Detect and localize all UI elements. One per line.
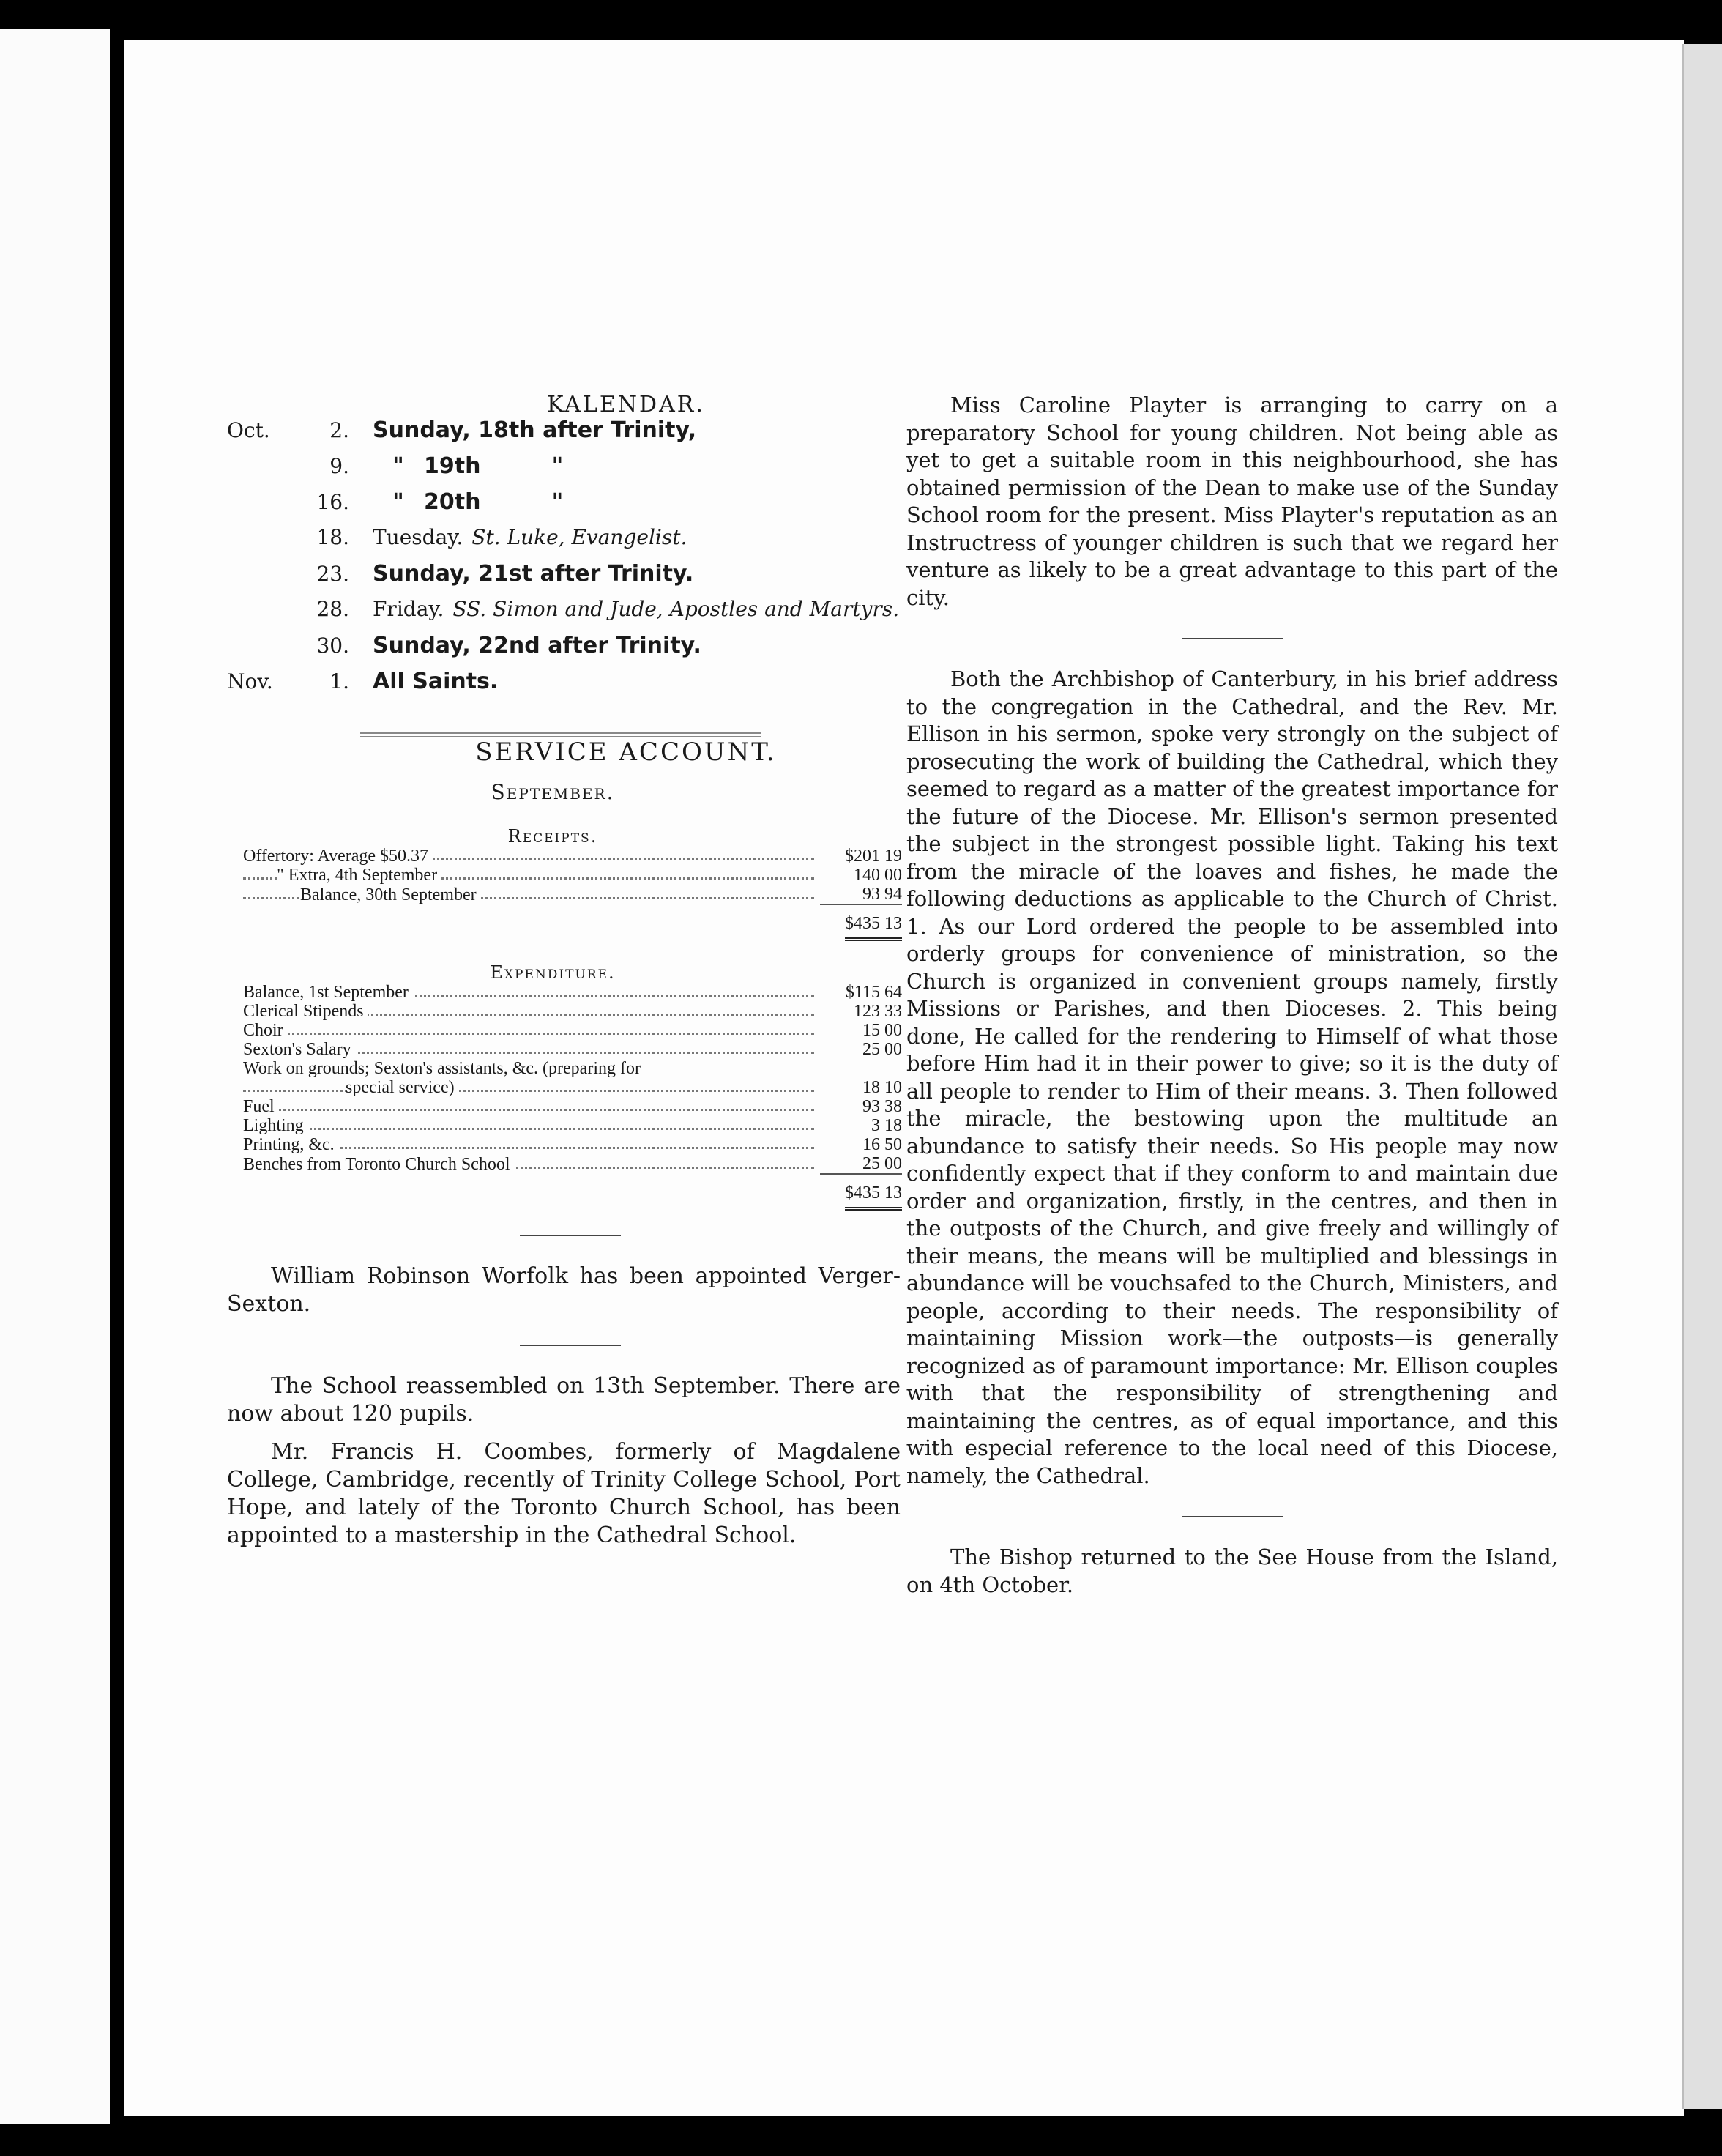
table-row	[243, 847, 902, 866]
expenditure-amount: 93 38	[862, 1097, 902, 1116]
receipt-label: Balance, 30th September	[300, 885, 481, 904]
expenditure-amount: 123 33	[854, 1002, 902, 1021]
receipt-label: Offertory: Average $50.37	[243, 847, 433, 866]
divider	[1182, 1516, 1283, 1517]
kalendar-sunday	[373, 489, 583, 515]
kalendar-day: 30.	[316, 633, 349, 658]
table-row	[243, 885, 902, 904]
service-account-month: September.	[491, 780, 615, 804]
table-row	[243, 1002, 902, 1021]
paragraph: William Robinson Worfolk has been appointed Verger-Sexton.	[227, 1263, 901, 1317]
ditto-mark: "	[392, 453, 404, 479]
expenditure-label: Clerical Stipends	[243, 1002, 368, 1021]
receipt-amount: 93 94	[862, 885, 902, 904]
kalendar-day: 28.	[316, 597, 349, 621]
paragraph: Both the Archbishop of Canterbury, in his brief address to the congregation in the Cathedral, and the Rev. Mr. Ellison in his sermon, spoke very strongly on the subject of prosecuting the work of building the Cathedral, which they seemed to regard as a matter of the greatest importance for the future of the Diocese. Mr. Ellison's sermon presented the subject in the strongest possible light. Taking his text from the miracle of the loaves and fishes, he made the following deductions as applicable to the Church of Christ. 1. As our Lord ordered the people to be assembled into orderly groups for convenience of ministration, so the Church is organized in convenient groups namely, firstly Missions or Parishes, and then Dioceses. 2. This being done, He called for the rendering to Himself of what those before Him had it in their power to give; so it is the duty of all people to render to Him of their means. 3. Then followed the miracle, the bestowing upon the multitude an abundance to satisfy their needs. So His people may now confidently expect that if they conform to and maintain due order and organization, firstly, in the centres, and then in the outposts of the Church, and give freely and willingly of their means, the means will be multiplied and blessings in abundance will be vouchsafed to the Church, Ministers, and people, according to their needs. The responsibility of maintaining Mission work—the outposts—is generally recognized as of paramount importance: Mr. Ellison couples with that the responsibility of strengthening and maintaining the centres, as of equal importance, and this with especial reference to the local need of this Diocese, namely, the Cathedral.	[906, 666, 1558, 1488]
kalendar-sunday-number: 20th	[424, 489, 481, 515]
kalendar-sunday	[373, 453, 583, 479]
kalendar-entry	[227, 633, 901, 669]
table-row	[243, 1078, 902, 1097]
divider	[1182, 638, 1283, 639]
ditto-mark: "	[392, 489, 404, 515]
expenditure-amount: $115 64	[845, 983, 902, 1002]
table-row	[243, 866, 902, 885]
table-row	[243, 1040, 902, 1059]
kalendar-sunday-number: 19th	[424, 453, 481, 479]
kalendar-weekday: Tuesday.	[373, 525, 463, 549]
kalendar-sunday: Sunday, 18th after Trinity,	[373, 417, 697, 443]
table-row	[243, 1135, 902, 1154]
receipts-heading: Receipts.	[507, 826, 598, 847]
divider	[520, 1345, 621, 1346]
kalendar-sunday: All Saints.	[373, 669, 499, 694]
table-row	[243, 983, 902, 1002]
service-account-title: SERVICE ACCOUNT.	[475, 737, 777, 767]
table-row	[243, 904, 902, 933]
expenditure-amount: 18 10	[862, 1078, 902, 1097]
expenditure-amount	[820, 1059, 902, 1078]
section-divider	[360, 732, 761, 737]
kalendar-day: 2.	[329, 418, 349, 442]
book-edge	[1682, 44, 1722, 2109]
receipts-table	[243, 847, 902, 933]
kalendar-entry	[227, 489, 901, 525]
kalendar-entry	[227, 417, 901, 453]
table-row	[243, 1097, 902, 1116]
left-column	[227, 392, 901, 1550]
kalendar-day: 9.	[329, 454, 349, 478]
facing-page-edge	[0, 29, 110, 2124]
kalendar-month: Oct.	[227, 418, 270, 442]
kalendar-day: 23.	[316, 562, 349, 586]
receipt-label: " Extra, 4th September	[277, 866, 441, 885]
expenditure-label: special service)	[346, 1078, 459, 1097]
expenditure-table	[243, 983, 902, 1202]
divider	[520, 1235, 621, 1236]
paragraph: Miss Caroline Playter is arranging to carry on a preparatory School for young children. Not being able as yet to get a suitable room in this neighbourhood, she has obtained permission of the Dean to make use of the Sunday School room for the present. Miss Playter's reputation as an Instructress of younger children is such that we regard her venture as likely to be a great advantage to this part of the city.	[906, 393, 1558, 610]
kalendar-sunday: Sunday, 22nd after Trinity.	[373, 633, 701, 658]
expenditure-total: $435 13	[845, 1183, 902, 1211]
expenditure-label: Benches from Toronto Church School	[243, 1155, 515, 1174]
kalendar-title: KALENDAR.	[547, 392, 705, 417]
table-row	[243, 1059, 902, 1078]
kalendar-entry	[227, 561, 901, 597]
expenditure-heading: Expenditure.	[490, 962, 616, 983]
expenditure-label: Sexton's Salary	[243, 1040, 356, 1059]
expenditure-amount: 25 00	[862, 1154, 902, 1173]
expenditure-amount: 25 00	[862, 1040, 902, 1059]
table-row	[243, 1116, 902, 1135]
kalendar-entry	[227, 453, 901, 489]
paragraph: Mr. Francis H. Coombes, formerly of Magdalene College, Cambridge, recently of Trinity College School, Port Hope, and lately of the Toronto Church School, has been appointed to a mastership in the Cathedral School.	[227, 1439, 901, 1548]
expenditure-amount: 3 18	[871, 1116, 902, 1135]
receipts-total: $435 13	[845, 914, 902, 941]
paragraph: The Bishop returned to the See House from the Island, on 4th October.	[906, 1544, 1558, 1597]
table-row	[243, 1021, 902, 1040]
kalendar-month: Nov.	[227, 669, 273, 694]
paragraph: The School reassembled on 13th September. There are now about 120 pupils.	[227, 1373, 901, 1427]
kalendar-weekday: Friday.	[373, 597, 444, 621]
right-column	[906, 392, 1558, 1599]
kalendar-day: 16.	[316, 490, 349, 514]
table-row	[243, 1154, 902, 1174]
kalendar-entry	[227, 669, 901, 705]
ditto-mark: "	[551, 489, 564, 515]
expenditure-label: Fuel	[243, 1097, 279, 1116]
ditto-mark: "	[551, 453, 564, 479]
kalendar-sunday: Sunday, 21st after Trinity.	[373, 561, 694, 587]
kalendar-event: St. Luke, Evangelist.	[471, 525, 687, 549]
expenditure-amount: 15 00	[862, 1021, 902, 1040]
expenditure-label: Printing, &c.	[243, 1135, 339, 1154]
kalendar-entry	[227, 597, 901, 633]
kalendar-day: 1.	[329, 669, 349, 694]
expenditure-label: Choir	[243, 1021, 288, 1040]
kalendar-event: SS. Simon and Jude, Apostles and Martyrs.	[452, 597, 900, 621]
receipt-amount: $201 19	[845, 847, 902, 866]
expenditure-amount: 16 50	[862, 1135, 902, 1154]
expenditure-label: Work on grounds; Sexton's assistants, &c. (preparing for	[243, 1059, 645, 1078]
kalendar-entry	[227, 525, 901, 561]
expenditure-label: Balance, 1st September	[243, 983, 413, 1002]
kalendar-list	[227, 417, 901, 705]
kalendar-day: 18.	[316, 525, 349, 549]
table-row	[243, 1174, 902, 1202]
expenditure-label: Lighting	[243, 1116, 308, 1135]
receipt-amount: 140 00	[854, 866, 902, 885]
